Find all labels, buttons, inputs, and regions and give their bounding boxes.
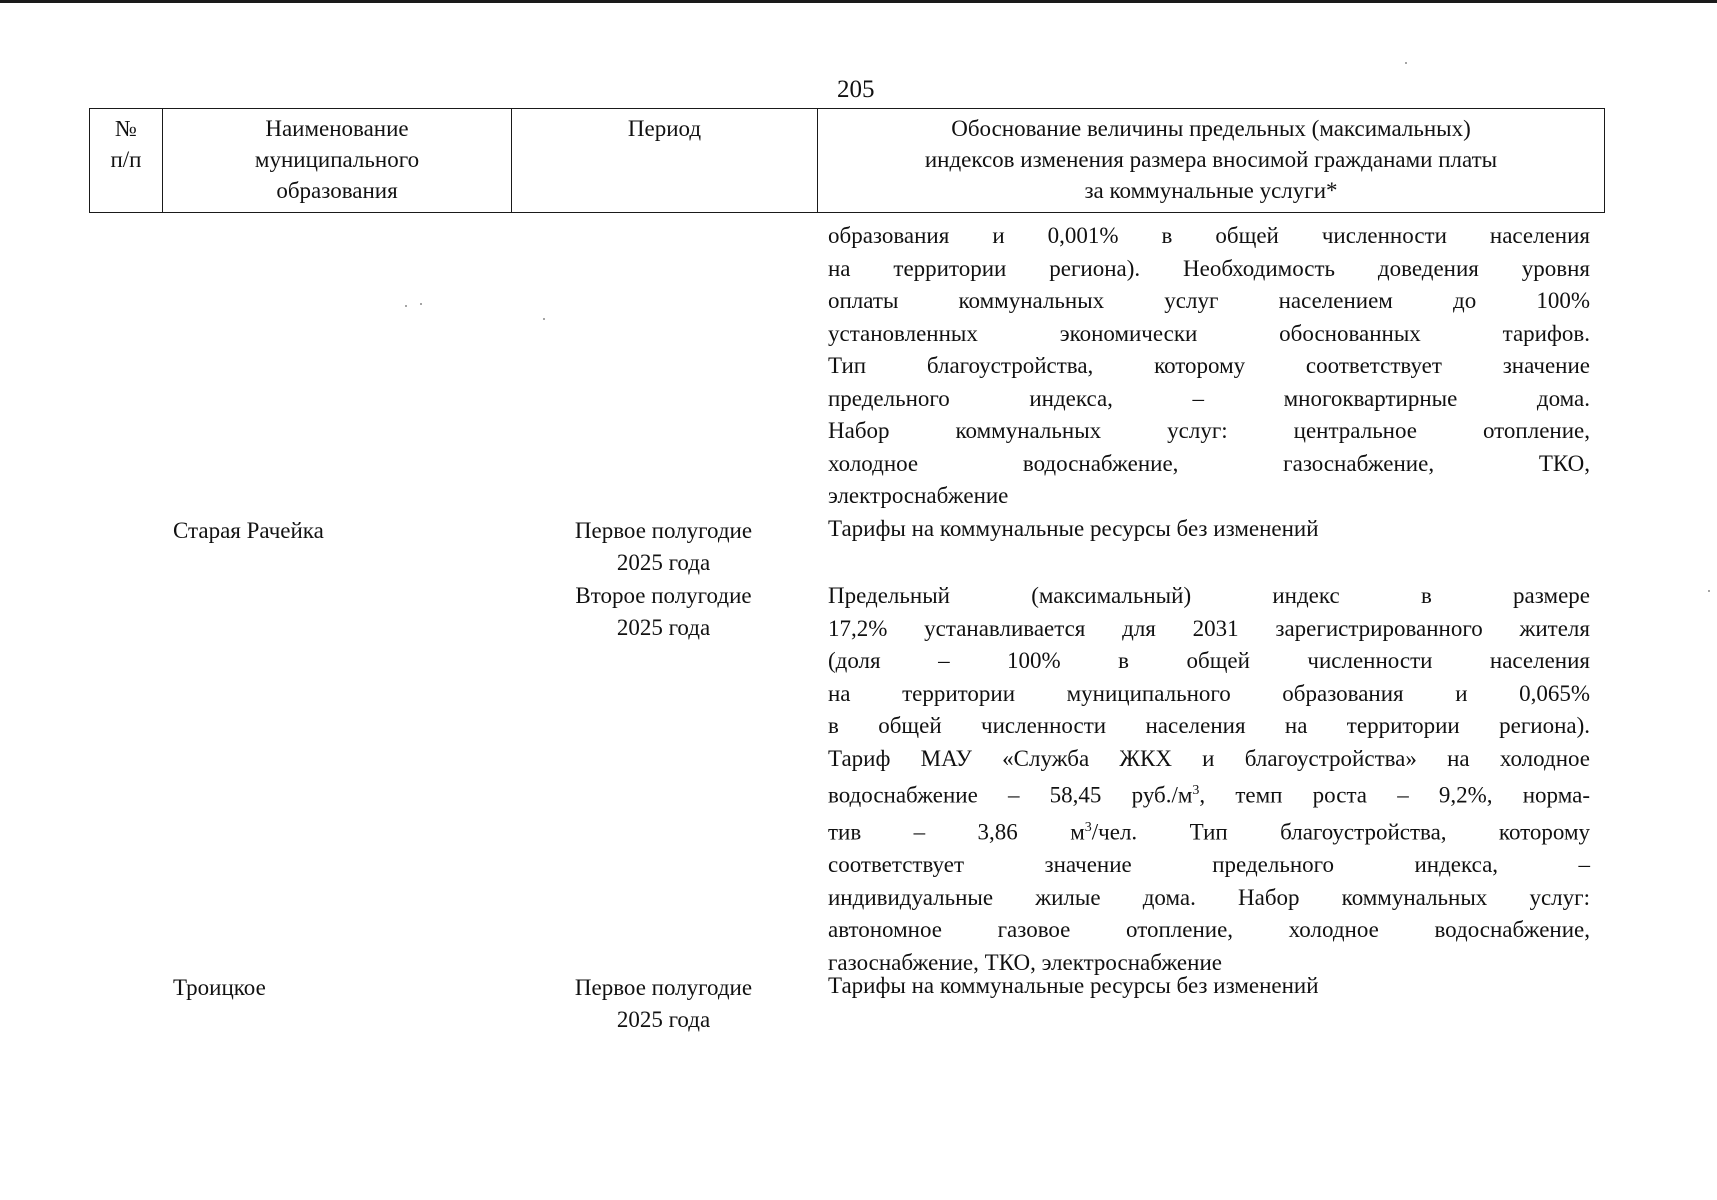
justification-text: Тарифы на коммунальные ресурсы без изменений bbox=[828, 516, 1319, 541]
header-municipality-column: Наименование муниципального образования bbox=[163, 109, 512, 213]
municipality-name: Старая Рачейка bbox=[173, 518, 324, 543]
top-border-line bbox=[0, 0, 1717, 3]
scan-speck bbox=[1708, 590, 1710, 592]
scan-speck bbox=[405, 305, 407, 307]
period-first-half: Первое полугодие 2025 года bbox=[574, 518, 753, 575]
period-second-half: Второе полугодие 2025 года bbox=[575, 583, 752, 640]
header-justification-column: Обоснование величины предельных (максимальных) индексов изменения размера вносимой гражданами платы за коммунальные услуги* bbox=[818, 109, 1605, 213]
justification-paragraph: Предельный (максимальный) индекс в размере 17,2% устанавливается для 2031 зарегистрированного жителя (доля – 100% в общей численности населения на территории муниципального образования и 0,065% в общей численности населения на территории региона). Тариф МАУ «Служба ЖКХ и благоустройства» на холодное водоснабжение – 58,45 $руб./м^3$, темп роста – 9,2%, норма- тив – 3,86 $м^3$/чел. Тип благоустройства, которому соответствует значение предельного индекса, – индивидуальные жилые дома. Набор коммунальных услуг: автономное газовое отопление, холодное водоснабжение, газоснабжение, ТКО, электроснабжение bbox=[828, 583, 1591, 975]
norm-line: тив – 3,86 $м^3$/чел. Тип благоустройства, которому bbox=[828, 819, 1591, 845]
continuation-paragraph: образования и 0,001% в общей численности населения на территории региона). Необходимость доведения уровня оплаты коммунальных услуг населением до 100% установленных экономически обоснованных тарифов. Тип благоустройства, которому соответствует значение предельного индекса, – многоквартирные дома. Набор коммунальных услуг: центральное отопление, холодное водоснабжение, газоснабжение, ТКО, электроснабжение bbox=[828, 223, 1590, 508]
scan-speck bbox=[420, 303, 422, 305]
header-number-column: № п/п bbox=[90, 109, 163, 213]
scan-speck bbox=[543, 318, 545, 320]
municipality-name: Троицкое bbox=[173, 975, 266, 1000]
period-first-half: Первое полугодие 2025 года bbox=[574, 975, 753, 1032]
scan-speck bbox=[1405, 62, 1407, 64]
justification-text: Тарифы на коммунальные ресурсы без изменений bbox=[828, 973, 1319, 998]
table-header bbox=[89, 108, 1605, 213]
tariff-line: водоснабжение – 58,45 $руб./м^3$, темп роста – 9,2%, норма- bbox=[828, 782, 1590, 808]
page-number: 205 bbox=[837, 76, 875, 103]
header-period-column: Период bbox=[512, 109, 818, 213]
